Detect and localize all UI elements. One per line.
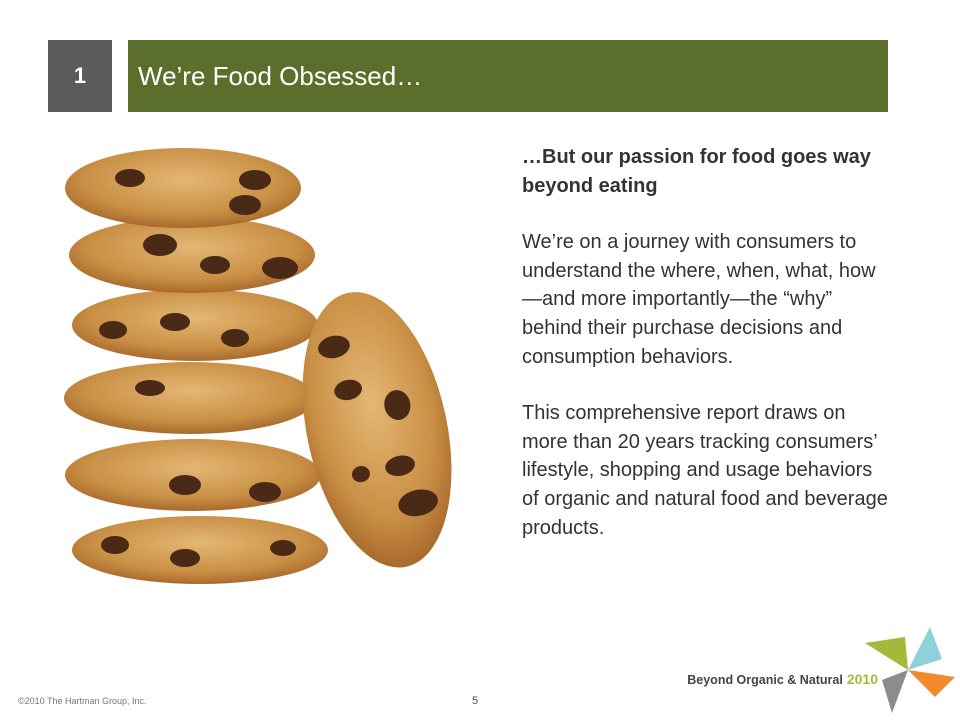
brand-year: 2010 (846, 671, 878, 687)
pinwheel-logo (860, 625, 960, 715)
copyright: ©2010 The Hartman Group, Inc. (18, 696, 147, 706)
paragraph-journey: We’re on a journey with consumers to understand the where, when, what, how—and more importantly—the “why” behind their purchase decisions and consumption behaviors. (522, 231, 876, 368)
slide-title: We’re Food Obsessed… (138, 60, 423, 91)
cookie-stack (64, 148, 328, 584)
paragraph-report: This comprehensive report draws on more than 20 years tracking consumers’ lifestyle, shopping and usage behaviors of organic and natural food and beverage products. (522, 402, 888, 539)
brand-name: Beyond Organic & Natural (687, 673, 843, 687)
title-bar (128, 40, 888, 112)
slide-number: 1 (73, 63, 87, 88)
cookie-stack-image (55, 140, 475, 590)
body-text (522, 143, 892, 542)
page-number: 5 (472, 695, 479, 707)
subheading: …But our passion for food goes way beyond eating (522, 146, 871, 197)
brand-footer (687, 671, 878, 687)
slide-number-box (48, 40, 112, 112)
